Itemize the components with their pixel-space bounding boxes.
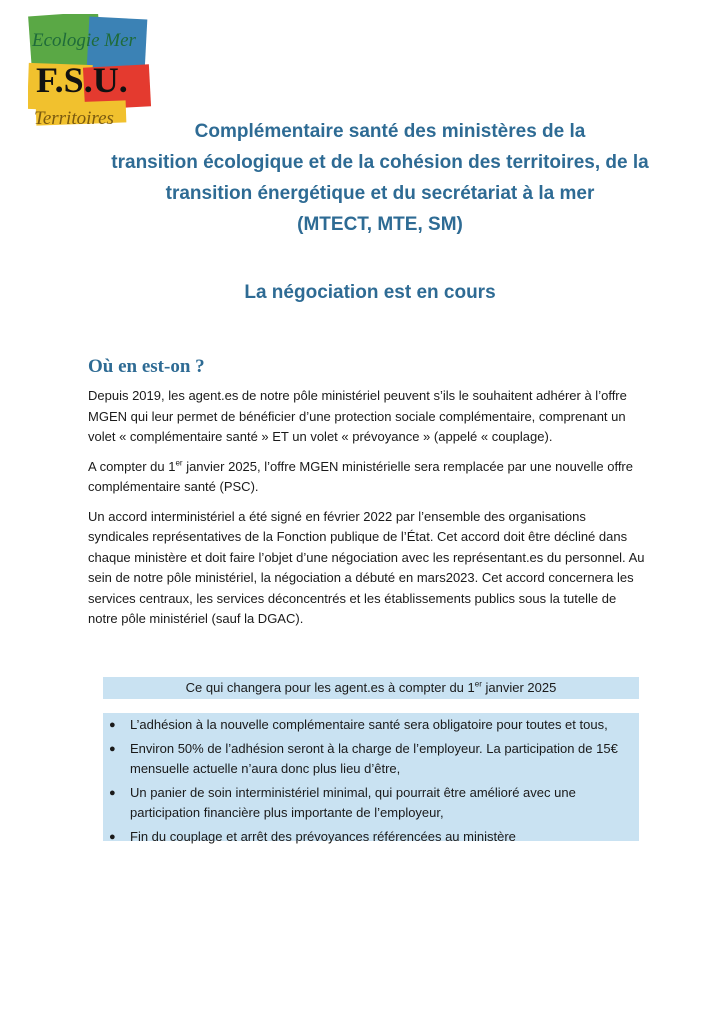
title-line-1: Complémentaire santé des ministères de la [194, 121, 586, 142]
list-item [109, 739, 635, 779]
logo-text-territoires: Territoires [34, 108, 114, 129]
title-line-4: (MTECT, MTE, SM) [297, 214, 463, 235]
logo-text-fsu: F.S.U. [36, 60, 128, 100]
bullet-icon: ● [109, 719, 116, 731]
changes-list [103, 713, 639, 847]
list-item-text: Un panier de soin interministériel minimal, qui pourrait être amélioré avec une participation financière plus importante de l’employeur, [130, 785, 576, 820]
list-item-text: Environ 50% de l’adhésion seront à la charge de l’employeur. La participation de 15€ mensuelle actuelle n’aura donc plus lieu d’être, [130, 741, 618, 776]
document-subtitle: La négociation est en cours [244, 282, 496, 303]
paragraph-3: Un accord interministériel a été signé en février 2022 par l’ensemble des organisations syndicales représentatives de la Fonction publique de l’État. Cet accord doit être décliné dans chaque ministère et doit faire l’objet d’une négociation avec les représentant.es du personnel. Au sein de notre pôle ministériel, la négociation a débuté en mars2023. Cet accord concernera les services centraux, les services déconcentrés et les établissements publics sous la tutelle de notre pôle ministériel (sauf la DGAC). [88, 508, 645, 626]
paragraph-1: Depuis 2019, les agent.es de notre pôle ministériel peuvent s’ils le souhaitent adhérer à l’offre MGEN qui leur permet de bénéficier d’une protection sociale complémentaire, comprenant un volet « complémentaire santé » ET un volet « prévoyance » (appelé « couplage). [88, 388, 627, 444]
paragraph-2-superscript: er [175, 458, 183, 468]
bullet-icon: ● [109, 743, 116, 755]
bullet-icon: ● [109, 831, 116, 843]
banner-text-end: janvier 2025 [481, 680, 557, 695]
document-title [80, 116, 680, 240]
title-line-3: transition énergétique et du secrétariat à la mer [165, 183, 595, 204]
section-heading: Où en est-on ? [88, 356, 205, 377]
list-item [109, 827, 635, 847]
changes-banner [103, 677, 639, 699]
list-item-text: Fin du couplage et arrêt des prévoyances référencées au ministère [130, 829, 516, 844]
paragraph-2 [88, 457, 648, 498]
paragraph-2-end: janvier 2025, l’offre MGEN ministérielle sera remplacée par une nouvelle offre complémentaire santé (PSC). [88, 458, 633, 494]
bullet-icon: ● [109, 787, 116, 799]
list-item [109, 715, 635, 735]
logo-text-ecologie-mer: Ecologie Mer [32, 30, 136, 51]
list-item [109, 783, 635, 823]
title-line-2: transition écologique et de la cohésion des territoires, de la [111, 152, 649, 173]
changes-box [103, 713, 639, 844]
banner-superscript: er [474, 679, 482, 689]
body-text [88, 386, 648, 639]
list-item-text: L’adhésion à la nouvelle complémentaire santé sera obligatoire pour toutes et tous, [130, 717, 608, 732]
paragraph-2-start: A compter du 1 [88, 458, 176, 474]
banner-text-start: Ce qui changera pour les agent.es à compter du 1 [185, 680, 475, 695]
